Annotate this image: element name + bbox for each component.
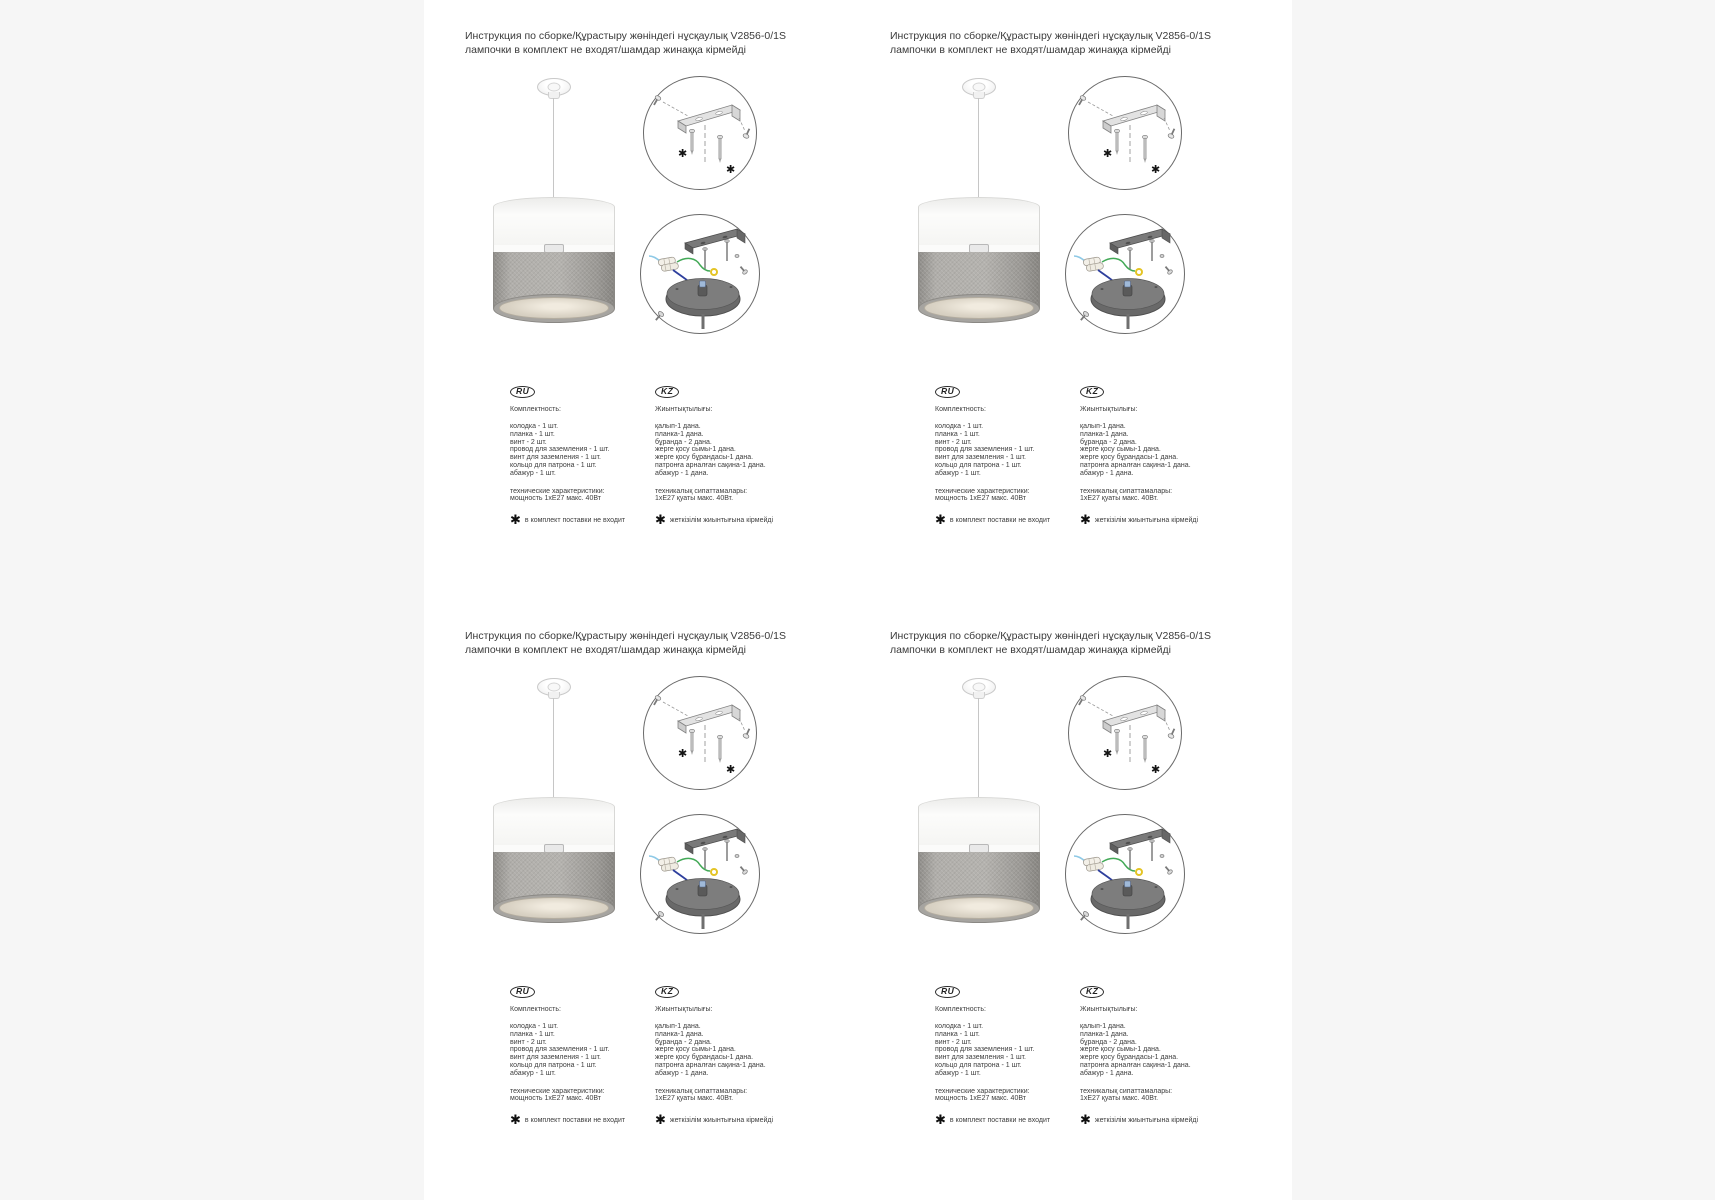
asterisk-mark: ✱ [1151,163,1161,176]
title-line-2: лампочки в комплект не входят/шамдар жинаққа кірмейді [465,643,746,656]
terminal-block-icon [658,856,679,872]
ceiling-cap-hub [973,683,986,692]
title-line-1: Инструкция по сборке/Құрастыру жөніндегі нұсқаулық V2856-0/1S [890,30,1211,42]
suspension-cord [978,98,980,197]
ru-section [935,986,1073,1129]
drum-shade [493,197,615,323]
list-item: жерге қосу сымы-1 дана. [1080,1046,1161,1054]
asterisk-mark: ✱ [935,513,946,529]
kz-heading: Жиынтықтылығы: [655,1006,713,1014]
list-item: қалып-1 дана. [1080,423,1126,431]
ru-specs [510,488,648,504]
kz-parts-list [655,423,810,478]
ru-heading: Комплектность: [510,406,561,414]
sheet-title [465,630,805,657]
bracket-screw-icon [703,848,708,870]
ring-terminal-yellow [711,869,717,875]
instruction-sheet-quadrant [862,628,1262,1193]
ru-specs-heading: технические характеристики: [935,487,1030,495]
list-item: винт для заземления - 1 шт. [935,454,1027,462]
kz-footnote [655,513,810,529]
ru-footnote [510,1113,648,1129]
ru-specs-heading: технические характеристики: [935,1087,1030,1095]
list-item: провод для заземления - 1 шт. [510,446,610,454]
ru-specs [935,1088,1073,1104]
shade-white-band [493,197,615,245]
title-line-1: Инструкция по сборке/Құрастыру жөніндегі нұсқаулық V2856-0/1S [465,630,786,642]
kz-specs-heading: техникалық сипаттамалары: [1080,487,1173,495]
kz-heading: Жиынтықтылығы: [1080,406,1138,414]
kz-specs-heading: техникалық сипаттамалары: [1080,1087,1173,1095]
list-item: винт для заземления - 1 шт. [510,454,602,462]
ru-parts-list [935,423,1073,478]
ru-specs-value: мощность 1xE27 макс. 40Вт [935,495,1026,503]
loose-screw-icon [739,265,749,275]
list-item: провод для заземления - 1 шт. [935,1046,1035,1054]
kz-badge: KZ [1080,386,1104,398]
list-item: абажур - 1 дана. [1080,469,1134,477]
mounting-bracket-dark [1110,829,1170,848]
kz-footnote-text: жеткізілім жиынтығына кірмейді [669,517,774,525]
list-item: абажур - 1 дана. [655,469,709,477]
suspension-cord [553,698,555,797]
wall-screw-icon [651,95,661,107]
list-item: абажур - 1 шт. [935,1069,981,1077]
list-item: планка-1 дана. [1080,430,1129,438]
kz-footnote [1080,1113,1235,1129]
cap-neck [973,92,985,99]
title-line-1: Инструкция по сборке/Құрастыру жөніндегі нұсқаулық V2856-0/1S [465,30,786,42]
list-item: қалып-1 дана. [655,423,701,431]
ru-badge: RU [935,986,960,998]
bracket-screw-icon [1150,840,1155,862]
shade-white-band [918,197,1040,245]
kz-specs [1080,488,1235,504]
ru-parts-list [510,1023,648,1078]
drum-shade [493,797,615,923]
ceiling-cap-hub [548,683,561,692]
kz-badge: KZ [655,986,679,998]
terminal-block-icon [1083,256,1104,272]
kz-specs-value: 1xE27 қуаты макс. 40Вт. [1080,1095,1159,1103]
ru-footnote-text: в комплект поставки не входит [524,1117,626,1125]
mounting-bracket-dark [685,829,745,848]
ru-specs-value: мощность 1xE27 макс. 40Вт [935,1095,1026,1103]
list-item: абажур - 1 дана. [655,1069,709,1077]
list-item: қалып-1 дана. [1080,1023,1126,1031]
hanging-screw-right-icon [1142,735,1147,763]
list-item: провод для заземления - 1 шт. [935,446,1035,454]
shade-diffuser [499,897,609,919]
terminal-block-icon [658,256,679,272]
wire-lightblue [649,856,660,861]
list-item: кольцо для патрона - 1 шт. [935,462,1022,470]
ru-specs-value: мощность 1xE27 макс. 40Вт [510,1095,601,1103]
kz-specs-heading: техникалық сипаттамалары: [655,487,748,495]
list-item: абажур - 1 шт. [510,1069,556,1077]
list-item: планка-1 дана. [1080,1030,1129,1038]
list-item: жерге қосу бұрандасы-1 дана. [1080,454,1179,462]
list-item: винт для заземления - 1 шт. [935,1054,1027,1062]
list-item: жерге қосу бұрандасы-1 дана. [1080,1054,1179,1062]
mounting-bracket-dark [685,229,745,248]
wire-lightblue [1074,256,1085,261]
shade-separator [918,845,1040,852]
asterisk-mark: ✱ [1080,513,1091,529]
kz-specs [1080,1088,1235,1104]
asterisk-mark: ✱ [1080,1113,1091,1129]
bracket-screw-icon [725,840,730,862]
list-item: винт - 2 шт. [510,438,547,446]
loose-screw-icon [739,865,749,875]
nut-icon [735,255,739,258]
ru-heading: Комплектность: [510,1006,561,1014]
bracket-screw-icon [725,240,730,262]
hanging-screw-right-icon [717,735,722,763]
asterisk-mark: ✱ [655,1113,666,1129]
kz-specs-heading: техникалық сипаттамалары: [655,1087,748,1095]
cord-clamp-blue [1125,881,1131,887]
kz-section [1080,386,1235,529]
shade-diffuser [499,297,609,319]
bracket-mounting-diagram [642,75,758,191]
bracket-screw-icon [1150,240,1155,262]
ceiling-cap-hub [548,83,561,92]
list-item: бұранда - 2 дана. [1080,1038,1137,1046]
ru-specs-value: мощность 1xE27 макс. 40Вт [510,495,601,503]
shade-separator [493,245,615,252]
ru-footnote [935,1113,1073,1129]
ru-parts-list [510,423,648,478]
ru-specs-heading: технические характеристики: [510,1087,605,1095]
cap-neck [548,692,560,699]
asterisk-mark: ✱ [1151,763,1161,776]
shade-bottom [918,294,1040,323]
bracket-screw-icon [703,248,708,270]
ru-section [935,386,1073,529]
ru-section [510,386,648,529]
ru-badge: RU [510,386,535,398]
list-item: абажур - 1 шт. [510,469,556,477]
nut-icon [1160,255,1164,258]
bracket-mounting-diagram [642,675,758,791]
list-item: бұранда - 2 дана. [655,1038,712,1046]
ring-terminal-yellow [1136,269,1142,275]
kz-footnote-text: жеткізілім жиынтығына кірмейді [669,1117,774,1125]
canopy-wiring-diagram [639,213,761,335]
cap-neck [973,692,985,699]
bracket-screw-icon [1128,248,1133,270]
suspension-cord [553,98,555,197]
shade-bottom [918,894,1040,923]
hanging-screw-left-icon [689,729,694,755]
kz-footnote-text: жеткізілім жиынтығына кірмейді [1094,1117,1199,1125]
bracket-mounting-diagram [1067,75,1183,191]
ru-specs [510,1088,648,1104]
cord-clamp-blue [700,881,706,887]
cap-neck [548,92,560,99]
list-item: кольцо для патрона - 1 шт. [935,1062,1022,1070]
list-item: бұранда - 2 дана. [655,438,712,446]
list-item: колодка - 1 шт. [935,1023,984,1031]
suspension-cord [978,698,980,797]
loose-screw-icon [1164,265,1174,275]
list-item: колодка - 1 шт. [935,423,984,431]
list-item: планка - 1 шт. [510,430,555,438]
list-item: патронға арналған сақина-1 дана. [1080,1062,1191,1070]
hanging-screw-right-icon [1142,135,1147,163]
title-line-2: лампочки в комплект не входят/шамдар жинаққа кірмейді [465,43,746,56]
kz-parts-list [1080,1023,1235,1078]
drum-shade [918,197,1040,323]
wire-lightblue [649,256,660,261]
bracket-screw-icon [1128,848,1133,870]
list-item: абажур - 1 шт. [935,469,981,477]
kz-section [655,986,810,1129]
cord-clamp-blue [700,281,706,287]
kz-specs [655,1088,810,1104]
list-item: жерге қосу сымы-1 дана. [655,1046,736,1054]
kz-parts-list [655,1023,810,1078]
ru-section [510,986,648,1129]
list-item: планка-1 дана. [655,430,704,438]
list-item: планка - 1 шт. [935,430,980,438]
ru-footnote-text: в комплект поставки не входит [949,517,1051,525]
ru-badge: RU [935,386,960,398]
wall-screw-icon [1076,695,1086,707]
list-item: винт - 2 шт. [935,1038,972,1046]
kz-badge: KZ [655,386,679,398]
asterisk-mark: ✱ [510,513,521,529]
list-item: бұранда - 2 дана. [1080,438,1137,446]
instruction-sheet-quadrant [862,28,1262,593]
ru-badge: RU [510,986,535,998]
sheet-title [465,30,805,57]
wall-screw-icon [651,695,661,707]
list-item: кольцо для патрона - 1 шт. [510,1062,597,1070]
list-item: жерге қосу бұрандасы-1 дана. [655,454,754,462]
kz-specs-value: 1xE27 қуаты макс. 40Вт. [1080,495,1159,503]
kz-badge: KZ [1080,986,1104,998]
list-item: патронға арналған сақина-1 дана. [655,1062,766,1070]
shade-white-band [918,797,1040,845]
shade-bottom [493,294,615,323]
list-item: планка-1 дана. [655,1030,704,1038]
list-item: колодка - 1 шт. [510,423,559,431]
ru-parts-list [935,1023,1073,1078]
kz-footnote-text: жеткізілім жиынтығына кірмейді [1094,517,1199,525]
asterisk-mark: ✱ [1103,747,1113,760]
list-item: винт для заземления - 1 шт. [510,1054,602,1062]
shade-diffuser [924,897,1034,919]
mounting-bracket-dark [1110,229,1170,248]
instruction-sheet-quadrant [437,28,837,593]
nut-icon [735,855,739,858]
list-item: қалып-1 дана. [655,1023,701,1031]
kz-specs [655,488,810,504]
kz-heading: Жиынтықтылығы: [1080,1006,1138,1014]
kz-parts-list [1080,423,1235,478]
kz-heading: Жиынтықтылығы: [655,406,713,414]
shade-separator [493,845,615,852]
ring-terminal-yellow [711,269,717,275]
kz-footnote [1080,513,1235,529]
list-item: абажур - 1 дана. [1080,1069,1134,1077]
kz-footnote [655,1113,810,1129]
asterisk-mark: ✱ [678,747,688,760]
list-item: планка - 1 шт. [510,1030,555,1038]
nut-icon [1160,855,1164,858]
kz-section [655,386,810,529]
shade-white-band [493,797,615,845]
asterisk-mark: ✱ [726,163,736,176]
ru-footnote-text: в комплект поставки не входит [524,517,626,525]
hanging-screw-right-icon [717,135,722,163]
list-item: колодка - 1 шт. [510,1023,559,1031]
shade-separator [918,245,1040,252]
hanging-screw-left-icon [1114,129,1119,155]
wire-lightblue [1074,856,1085,861]
loose-screw-icon [1164,865,1174,875]
cord-clamp-blue [1125,281,1131,287]
hanging-screw-left-icon [1114,729,1119,755]
ru-footnote [510,513,648,529]
ru-footnote [935,513,1073,529]
shade-diffuser [924,297,1034,319]
list-item: жерге қосу сымы-1 дана. [1080,446,1161,454]
title-line-1: Инструкция по сборке/Құрастыру жөніндегі нұсқаулық V2856-0/1S [890,630,1211,642]
ru-specs [935,488,1073,504]
kz-section [1080,986,1235,1129]
kz-specs-value: 1xE27 қуаты макс. 40Вт. [655,495,734,503]
list-item: кольцо для патрона - 1 шт. [510,462,597,470]
canopy-wiring-diagram [1064,813,1186,935]
list-item: патронға арналған сақина-1 дана. [1080,462,1191,470]
canopy-wiring-diagram [1064,213,1186,335]
title-line-2: лампочки в комплект не входят/шамдар жинаққа кірмейді [890,643,1171,656]
list-item: патронға арналған сақина-1 дана. [655,462,766,470]
hanging-screw-left-icon [689,129,694,155]
sheet-title [890,630,1230,657]
asterisk-mark: ✱ [935,1113,946,1129]
list-item: жерге қосу бұрандасы-1 дана. [655,1054,754,1062]
wall-screw-icon [1076,95,1086,107]
asterisk-mark: ✱ [510,1113,521,1129]
list-item: провод для заземления - 1 шт. [510,1046,610,1054]
ru-heading: Комплектность: [935,406,986,414]
drum-shade [918,797,1040,923]
asterisk-mark: ✱ [1103,147,1113,160]
list-item: жерге қосу сымы-1 дана. [655,446,736,454]
instruction-sheet-quadrant [437,628,837,1193]
sheet-title [890,30,1230,57]
asterisk-mark: ✱ [655,513,666,529]
asterisk-mark: ✱ [726,763,736,776]
ring-terminal-yellow [1136,869,1142,875]
ceiling-cap-hub [973,83,986,92]
terminal-block-icon [1083,856,1104,872]
canopy-wiring-diagram [639,813,761,935]
shade-bottom [493,894,615,923]
ru-specs-heading: технические характеристики: [510,487,605,495]
list-item: винт - 2 шт. [510,1038,547,1046]
ru-heading: Комплектность: [935,1006,986,1014]
ru-footnote-text: в комплект поставки не входит [949,1117,1051,1125]
kz-specs-value: 1xE27 қуаты макс. 40Вт. [655,1095,734,1103]
title-line-2: лампочки в комплект не входят/шамдар жинаққа кірмейді [890,43,1171,56]
list-item: винт - 2 шт. [935,438,972,446]
bracket-mounting-diagram [1067,675,1183,791]
list-item: планка - 1 шт. [935,1030,980,1038]
asterisk-mark: ✱ [678,147,688,160]
